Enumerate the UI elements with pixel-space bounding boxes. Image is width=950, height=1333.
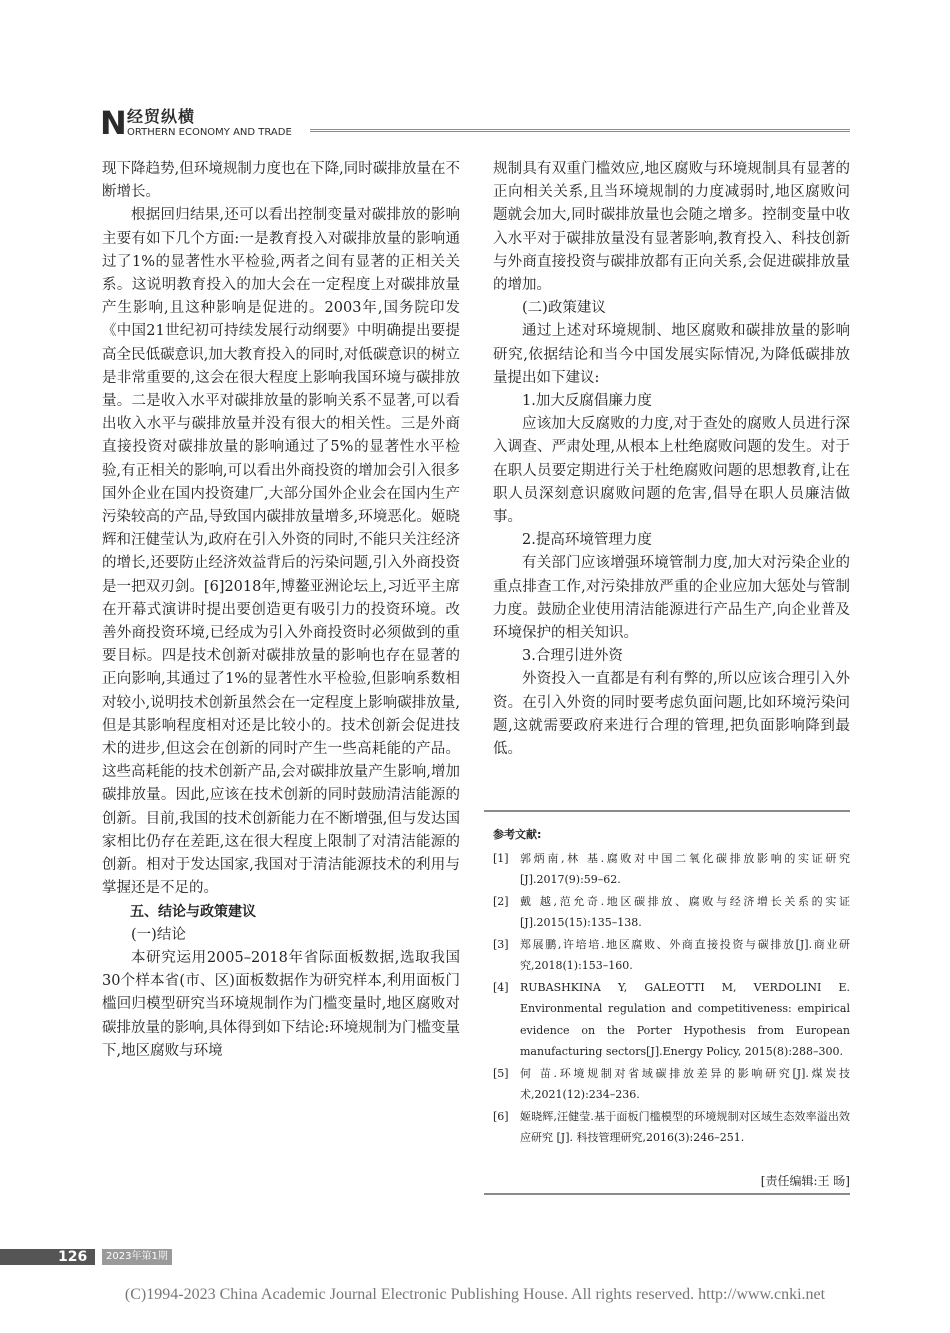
- logo-letter: N: [100, 104, 127, 142]
- reference-text: 何 苗.环境规制对省域碳排放差异的影响研究[J].煤炭技术,2021(12):234–236.: [520, 1066, 850, 1101]
- reference-text: 郑展鹏,许培培.地区腐败、外商直接投资与碳排放[J].商业研究,2018(1):153–160.: [520, 937, 850, 972]
- reference-number: [4]: [493, 980, 509, 994]
- reference-number: [6]: [493, 1109, 509, 1123]
- logo-subtitle: ORTHERN ECONOMY AND TRADE: [127, 127, 292, 138]
- item-title: 1.加大反腐倡廉力度: [522, 393, 652, 410]
- paragraph: 根据回归结果,还可以看出控制变量对碳排放的影响主要有如下几个方面:一是教育投入对碳排放量的影响通过了1%的显著性水平检验,两者之间有显著的正相关关系。这说明教育投入的加大会在一定程度上对碳排放量产生影响,且这种影响是促进的。2003年,国务院印发《中国21世纪初可持续发展行动纲要》中明确提出要提高全民低碳意识,加大教育投入的同时,对低碳意识的树立是非常重要的,这会在很大程度上影响我国环境与碳排放量。二是收入水平对碳排放量的影响关系不显著,可以看出收入水平与碳排放量并没有很大的相关性。三是外商直接投资对碳排放量的影响通过了5%的显著性水平检验,有正相关的影响,可以看出外商投资的增加会引入很多国外企业在国内投资建厂,大部分国外企业会在国内生产污染较高的产品,导致国内碳排放量增多,环境恶化。姬晓辉和汪健莹认为,政府在引入外资的同时,不能只关注经济的增长,还要防止经济效益背后的污染问题,引入外商投资是一把双刃剑。[6]2018年,博鳌亚洲论坛上,习近平主席在开幕式演讲时提出要创造更有吸引力的投资环境。改善外商投资环境,已经成为引入外商投资时必须做到的重要目标。四是技术创新对碳排放量的影响也存在显著的正向影响,其通过了1%的显著性水平检验,但影响系数相对较小,说明技术创新虽然会在一定程度上影响碳排放量,但是其影响程度相对还是比较小的。技术创新会促进技术的进步,但这会在创新的同时产生一些高耗能的产品。这些高耗能的技术创新产品,会对碳排放量产生影响,增加碳排放量。因此,应该在技术创新的同时鼓励清洁能源的创新。目前,我国的技术创新能力在不断增强,但与发达国家相比仍存在差距,这在很大程度上限制了对清洁能源的创新。相对于发达国家,我国对于清洁能源技术的利用与掌握还是不足的。: [102, 207, 460, 897]
- reference-item: [493, 934, 850, 977]
- paragraph: 应该加大反腐败的力度,对于查处的腐败人员进行深入调查、严肃处理,从根本上杜绝腐败问题的发生。对于在职人员要定期进行关于杜绝腐败问题的思想教育,让在职人员深刻意识腐败问题的危害,倡导在职人员廉洁做事。: [493, 416, 850, 526]
- editor-credit: [责任编辑:王 旸]: [760, 1174, 850, 1188]
- reference-text: 郭炳南,林 基.腐败对中国二氧化碳排放影响的实证研究[J].2017(9):59–62.: [520, 851, 850, 886]
- item-title: 3.合理引进外资: [522, 648, 623, 665]
- logo-title: 经贸纵横: [127, 107, 196, 126]
- reference-text: 姬晓辉,汪健莹.基于面板门槛模型的环境规制对区域生态效率溢出效应研究 [J]. 科技管理研究,2016(3):246–251.: [520, 1109, 850, 1144]
- reference-text: 戴 越,范允奇.地区碳排放、腐败与经济增长关系的实证[J].2015(15):135–138.: [520, 894, 850, 929]
- page-number: 126: [58, 1249, 88, 1265]
- left-column: [102, 158, 460, 1063]
- header-divider: [310, 129, 850, 132]
- paragraph: 通过上述对环境规制、地区腐败和碳排放量的影响研究,依据结论和当今中国发展实际情况,为降低碳排放量提出如下建议:: [493, 323, 850, 386]
- reference-number: [5]: [493, 1066, 509, 1080]
- copyright-notice: (C)1994-2023 China Academic Journal Electronic Publishing House. All rights reserved. http://www.cnki.net: [124, 1286, 826, 1303]
- reference-number: [1]: [493, 851, 509, 865]
- paragraph: 规制具有双重门槛效应,地区腐败与环境规制具有显著的正向相关关系,且当环境规制的力度减弱时,地区腐败问题就会加大,同时碳排放量也会随之增多。控制变量中收入水平对于碳排放量没有显著影响,教育投入、科技创新与外商直接投资与碳排放都有正向关系,会促进碳排放量的增加。: [493, 161, 850, 294]
- paragraph: 本研究运用2005–2018年省际面板数据,选取我国30个样本省(市、区)面板数据作为研究样本,利用面板门槛回归模型研究当环境规制作为门槛变量时,地区腐败对碳排放量的影响,具体得到如下结论:环境规制为门槛变量下,地区腐败与环境: [102, 949, 460, 1059]
- right-column: [493, 158, 850, 761]
- paragraph: 有关部门应该增强环境管制力度,加大对污染企业的重点排查工作,对污染排放严重的企业应加大惩处与管制力度。鼓励企业使用清洁能源进行产品生产,向企业普及环境保护的相关知识。: [493, 555, 850, 642]
- reference-item: [493, 1106, 850, 1149]
- item-title: 2.提高环境管理力度: [522, 532, 652, 549]
- references: [493, 824, 850, 1149]
- references-divider: [484, 810, 850, 812]
- subheading: (一)结论: [131, 926, 186, 943]
- section-heading: 五、结论与政策建议: [130, 903, 256, 920]
- reference-text: RUBASHKINA Y, GALEOTTI M, VERDOLINI E. Environmental regulation and competitiveness: empirical evidence on the Porter Hypothesis from European manufacturing sectors[J].Energy Policy, 2015(8):288–300.: [520, 980, 850, 1058]
- paragraph: 外资投入一直都是有利有弊的,所以应该合理引入外资。在引入外资的同时要考虑负面问题,比如环境污染问题,这就需要政府来进行合理的管理,把负面影响降到最低。: [493, 671, 850, 758]
- reference-number: [2]: [493, 894, 509, 908]
- reference-item: [493, 848, 850, 891]
- reference-item: [493, 891, 850, 934]
- paragraph: 现下降趋势,但环境规制力度也在下降,同时碳排放量在不断增长。: [102, 161, 460, 201]
- references-title: 参考文献:: [493, 828, 542, 841]
- reference-number: [3]: [493, 937, 509, 951]
- issue-label: 2023年第1期: [102, 1249, 172, 1265]
- editor-divider: [484, 1193, 850, 1195]
- subheading: (二)政策建议: [522, 300, 606, 317]
- reference-item: [493, 977, 850, 1063]
- journal-logo: [100, 104, 320, 142]
- reference-item: [493, 1063, 850, 1106]
